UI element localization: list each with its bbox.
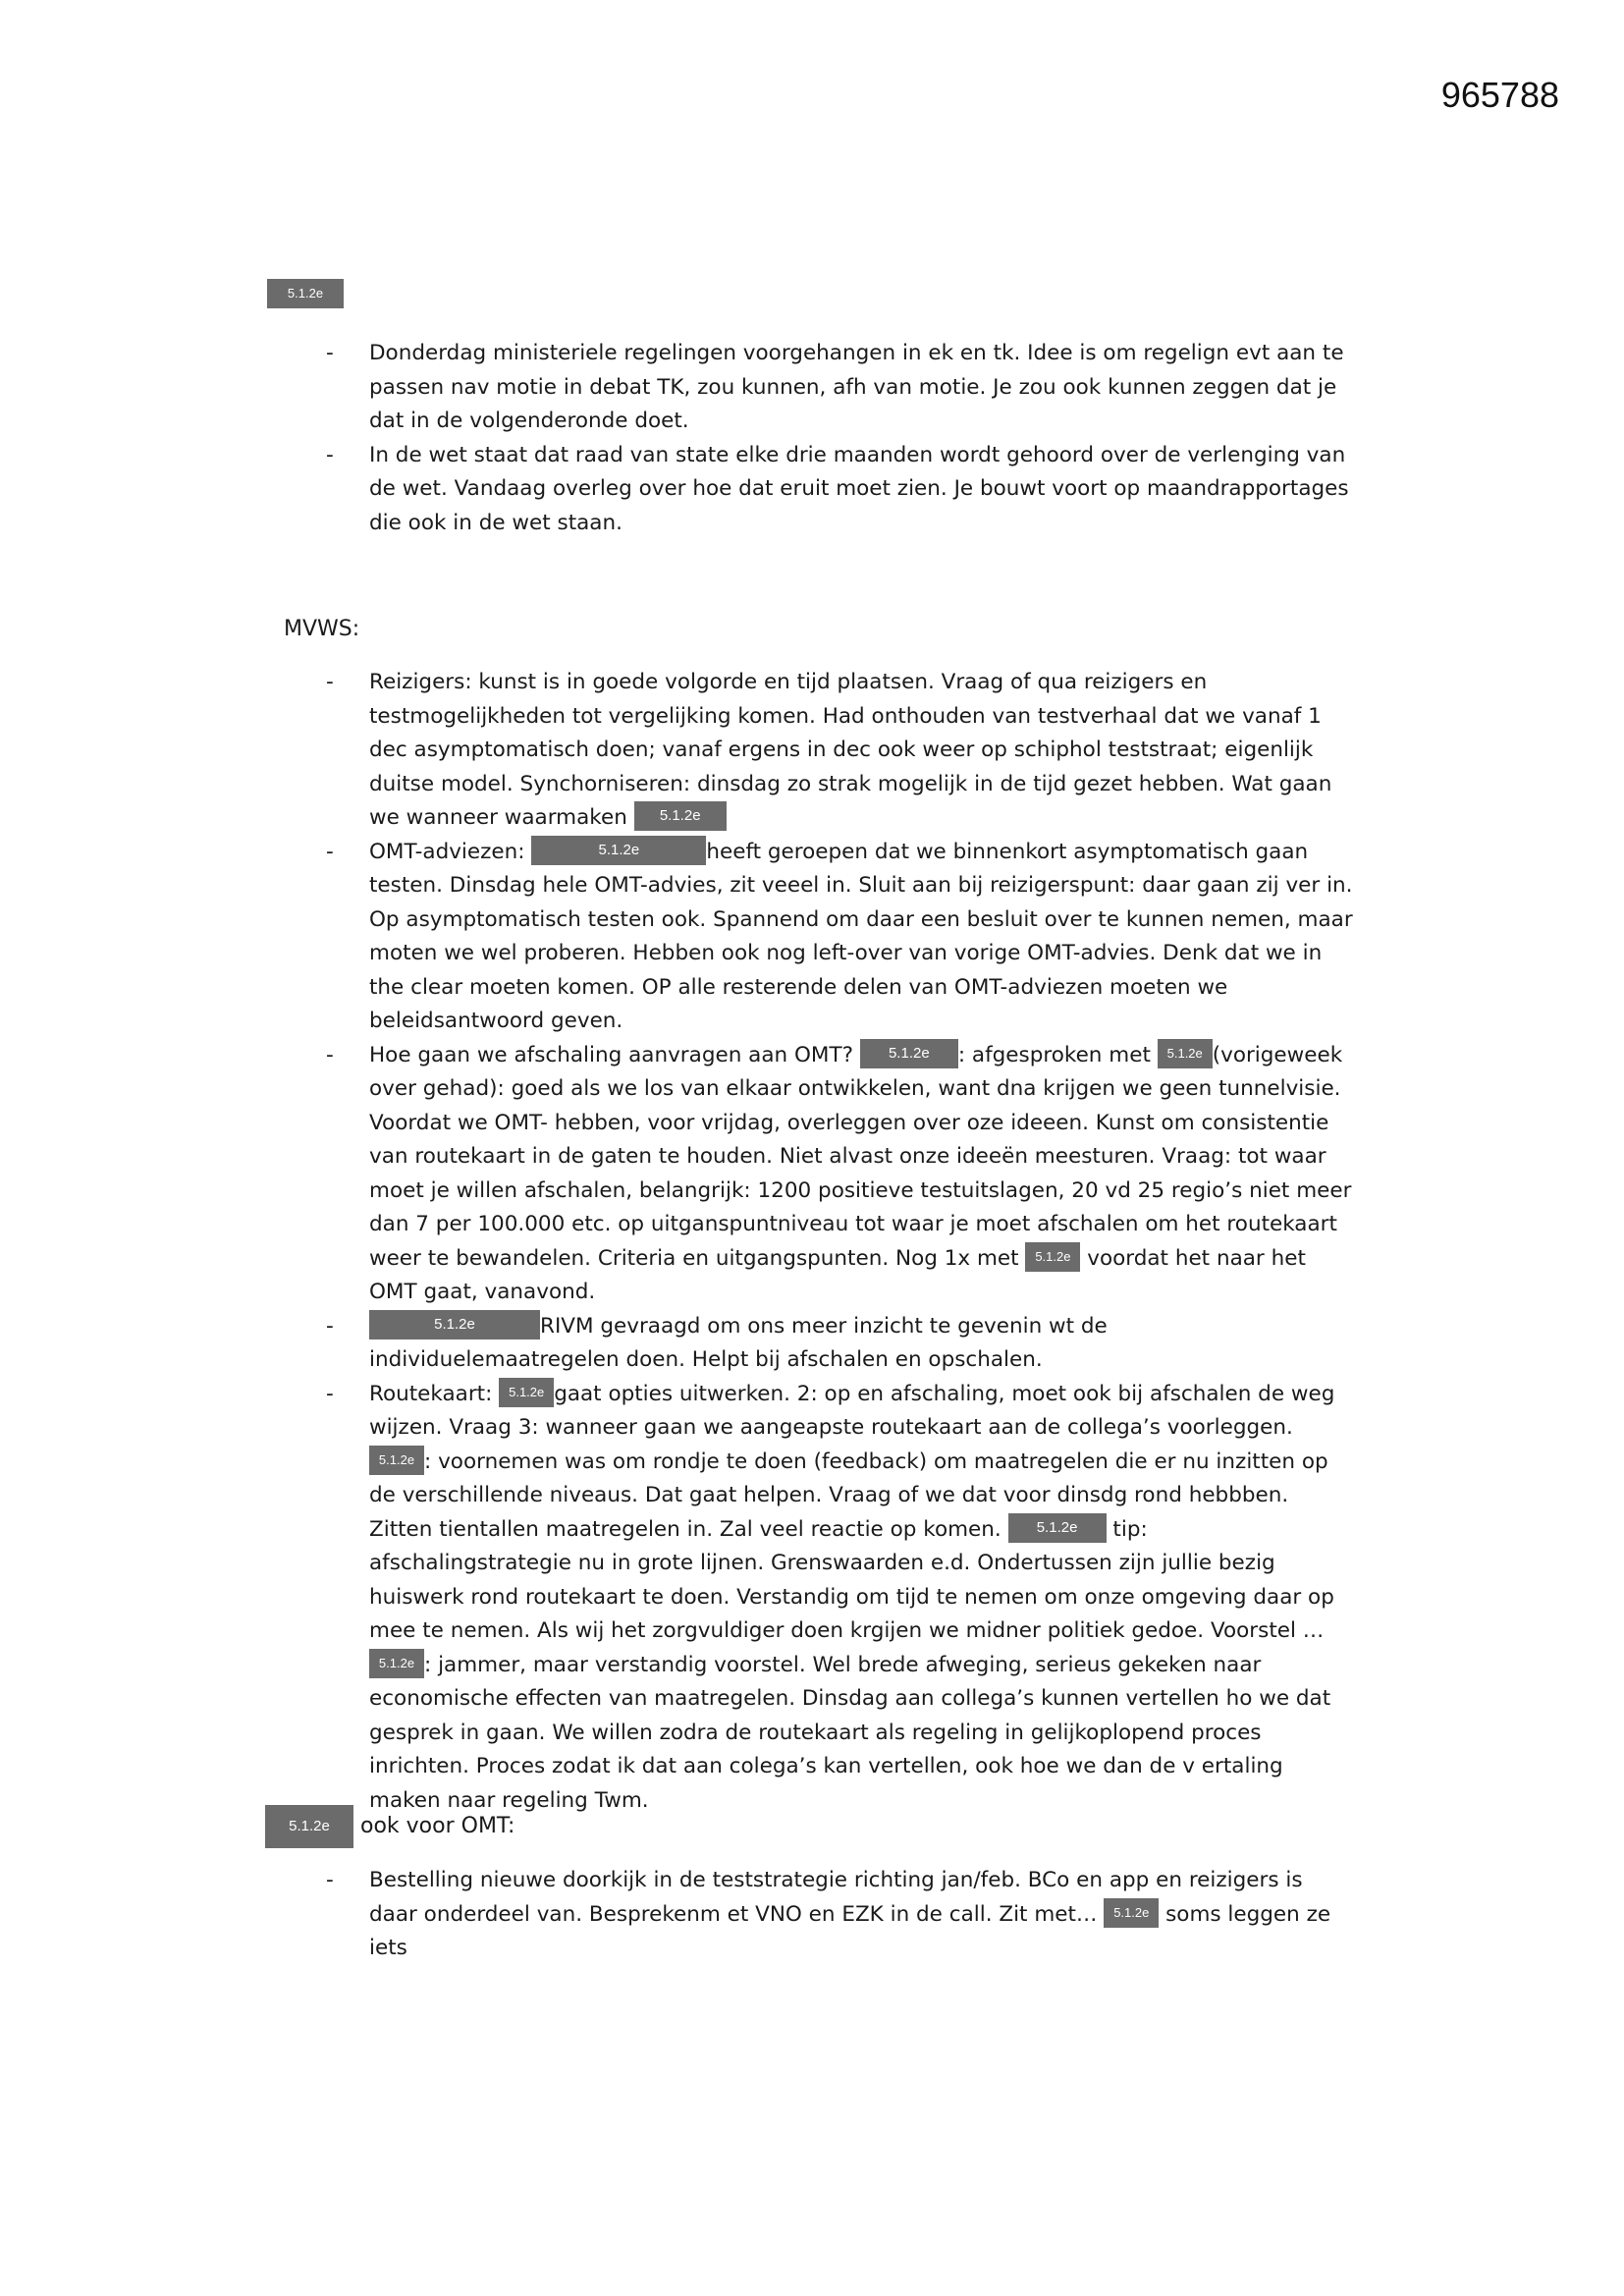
item-text: : voornemen was om rondje te doen (feedback) om maatregelen die er nu inzitten op de verschillende niveaus. Dat gaat helpen. Vraag of we dat voor dinsdg rond hebbben. Zitten tientallen maatregelen in. Zal veel reactie op komen. <box>369 1449 1328 1542</box>
list-item <box>326 666 1353 836</box>
section-3-heading-text: ook voor OMT: <box>360 1814 515 1838</box>
item-text: Bestelling nieuwe doorkijk in de teststrategie richting jan/feb. BCo en app en reizigers is daar onderdeel van. Besprekenm et VNO en EZK in de call. Zit met… <box>369 1868 1303 1927</box>
item-text: soms leggen ze iets <box>369 1901 1331 1960</box>
item-text: RIVM gevraagd om ons meer inzicht te gevenin wt de individuelemaatregelen doen. Helpt bij afschalen en opschalen. <box>369 1313 1108 1372</box>
section-2-heading: MVWS: <box>284 617 360 641</box>
item-text: : jammer, maar verstandig voorstel. Wel brede afweging, serieus gekeken naar economische effecten van maatregelen. Dinsdag aan collega’s kunnen vertellen ho we dat gesprek in gaan. We willen zodra de routekaart als regeling in gelijkoplopend proces inrichten. Proces zodat ik dat aan colega’s kan vertellen, ook hoe we dan de v ertaling maken naar regeling Twm. <box>369 1652 1331 1813</box>
redaction-box: 5.1.2e <box>369 1446 424 1475</box>
redaction-box: 5.1.2e <box>1025 1242 1080 1272</box>
redaction-box: 5.1.2e <box>634 801 727 831</box>
redaction-box: 5.1.2e <box>531 836 706 865</box>
item-text: In de wet staat dat raad van state elke drie maanden wordt gehoord over de verlenging van de wet. Vandaag overleg over hoe dat eruit moet zien. Je bouwt voort op maandrapportages die ook in de wet staan. <box>369 442 1349 535</box>
section-2-list <box>326 666 1353 1818</box>
bullet-dash: - <box>326 1381 334 1406</box>
redaction-box: 5.1.2e <box>369 1649 424 1678</box>
item-text: OMT-adviezen: <box>369 839 532 864</box>
redaction-box: 5.1.2e <box>860 1039 958 1068</box>
item-text: Hoe gaan we afschaling aanvragen aan OMT? <box>369 1042 860 1067</box>
list-item <box>326 1039 1353 1310</box>
section-1-heading <box>267 279 344 312</box>
item-text: gaat opties uitwerken. 2: op en afschaling, moet ook bij afschalen de weg wijzen. Vraag 3: wanneer gaan we aangeapste routekaart aan de collega’s voorleggen. <box>369 1381 1335 1440</box>
bullet-dash: - <box>326 1313 334 1339</box>
list-item <box>326 1378 1353 1819</box>
document-number: 965788 <box>1440 75 1559 115</box>
redaction-box: 5.1.2e <box>1104 1898 1159 1928</box>
item-text: (vorigeweek over gehad): goed als we los van elkaar ontwikkelen, want dna krijgen we geen tunnelvisie. Voordat we OMT- hebben, voor vrijdag, overleggen over oze ideeen. Kunst om consistentie van routekaart in de gaten te houden. Niet alvast onze ideeën meesturen. Vraag: tot waar moet je willen afschalen, belangrijk: 1200 positieve testuitslagen, 20 vd 25 regio’s niet meer dan 7 per 100.000 etc. op uitganspuntniveau tot waar je moet afschalen om het routekaart weer te bewandelen. Criteria en uitgangspunten. Nog 1x met <box>369 1042 1352 1271</box>
bullet-dash: - <box>326 442 334 467</box>
redaction-box: 5.1.2e <box>1158 1039 1213 1068</box>
section-1-list <box>326 337 1353 540</box>
bullet-dash: - <box>326 839 334 864</box>
list-item <box>326 836 1353 1039</box>
redaction-box: 5.1.2e <box>1008 1513 1107 1543</box>
item-text: tip: afschalingstrategie nu in grote lijnen. Grenswaarden e.d. Ondertussen zijn jullie bezig huiswerk rond routekaart te doen. Verstandig om tijd te nemen om onze omgeving daar op mee te nemen. Als wij het zorgvuldiger doen krgijen we midner politiek gedoe. Voorstel … <box>369 1516 1334 1643</box>
item-text: heeft geroepen dat we binnenkort asymptomatisch gaan testen. Dinsdag hele OMT-advies, zit veeel in. Sluit aan bij reizigerspunt: daar gaan zij ver in. Op asymptomatisch testen ook. Spannend om daar een besluit over te kunnen nemen, maar moten we wel proberen. Hebben ook nog left-over van vorige OMT-advies. Denk dat we in the clear moeten komen. OP alle resterende delen van OMT-adviezen moeten we beleidsantwoord geven. <box>369 839 1353 1033</box>
redaction-box: 5.1.2e <box>267 279 344 308</box>
item-text: Reizigers: kunst is in goede volgorde en tijd plaatsen. Vraag of qua reizigers en testmogelijkheden tot vergelijking komen. Had onthouden van testverhaal dat we vanaf 1 dec asymptomatisch doen; vanaf ergens in dec ook weer op schiphol teststraat; eigenlijk duitse model. Synchorniseren: dinsdag zo strak mogelijk in de tijd gezet hebben. Wat gaan we wanneer waarmaken <box>369 670 1332 830</box>
section-3-list <box>326 1864 1353 1966</box>
redaction-box: 5.1.2e <box>265 1805 353 1848</box>
item-text: : afgesproken met <box>957 1042 1158 1067</box>
item-text: Donderdag ministeriele regelingen voorgehangen in ek en tk. Idee is om regelign evt aan te passen nav motie in debat TK, zou kunnen, afh van motie. Je zou ook kunnen zeggen dat je dat in de volgenderonde doet. <box>369 341 1344 433</box>
section-3-heading <box>265 1805 514 1848</box>
list-item <box>326 439 1353 541</box>
item-text: Routekaart: <box>369 1381 500 1406</box>
list-item <box>326 337 1353 439</box>
redaction-box: 5.1.2e <box>369 1310 540 1339</box>
item-text: voordat het naar het OMT gaat, vanavond. <box>369 1245 1306 1304</box>
redaction-box: 5.1.2e <box>499 1378 554 1407</box>
bullet-dash: - <box>326 1042 334 1067</box>
list-item <box>326 1864 1353 1966</box>
list-item <box>326 1310 1353 1378</box>
bullet-dash: - <box>326 341 334 365</box>
bullet-dash: - <box>326 1868 334 1892</box>
bullet-dash: - <box>326 670 334 694</box>
